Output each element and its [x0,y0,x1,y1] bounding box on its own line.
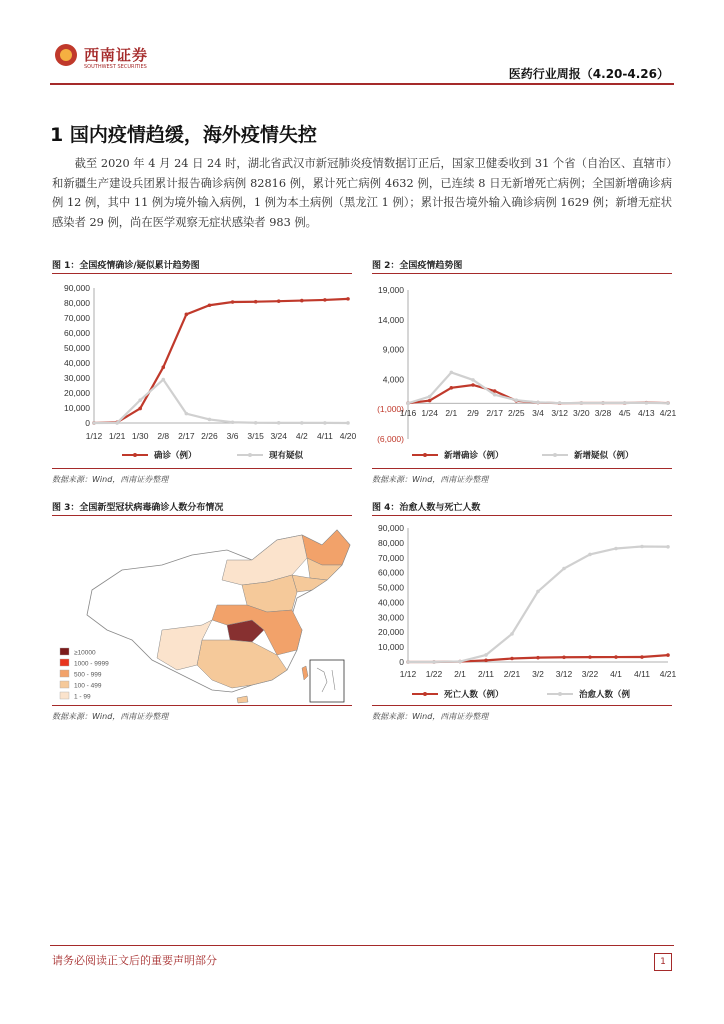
data-point [484,659,488,663]
data-point [323,298,327,302]
legend-marker [133,453,137,457]
x-tick-label: 2/1 [445,408,458,418]
legend-swatch [60,648,69,655]
data-point [300,299,304,303]
legend-label: 确诊（例） [154,450,197,460]
data-point [515,398,519,402]
y-tick-label: (6,000) [377,434,404,444]
y-tick-label: 60,000 [378,567,404,578]
fig3-map [52,520,352,705]
y-tick-label: 19,000 [378,285,404,295]
fig3-title: 图 3：全国新型冠状病毒确诊人数分布情况 [52,503,224,513]
series-line-1 [408,546,668,662]
x-tick-label: 3/12 [555,669,573,679]
x-tick-label: 3/20 [573,408,590,418]
y-tick-label: 14,000 [378,314,404,325]
legend-marker [248,453,252,457]
legend-label: 现有疑似 [269,450,304,460]
data-point [323,421,327,425]
data-point [277,299,281,303]
footer-disclaimer: 请务必阅读正文后的重要声明部分 [52,954,217,967]
fig2-chart [372,278,677,468]
x-tick-label: 4/20 [339,431,357,441]
data-point [450,386,454,390]
y-tick-label: 80,000 [64,298,90,308]
data-point [484,653,488,657]
data-point [510,657,514,661]
x-tick-label: 1/12 [399,669,417,679]
y-tick-label: 0 [85,418,90,428]
x-tick-label: 4/11 [634,669,650,679]
data-point [536,401,540,405]
y-tick-label: 30,000 [64,373,90,383]
x-tick-label: 2/17 [486,408,503,418]
fig4-source: 数据来源：Wind，西南证券整理 [372,712,489,721]
hainan-island [237,696,248,703]
data-point [588,655,592,659]
data-point [536,656,540,660]
taiwan-island [302,666,308,680]
footer-divider [50,945,674,946]
y-tick-label: 40,000 [378,597,404,608]
legend-label: 500 - 999 [74,671,102,679]
x-tick-label: 4/13 [638,408,655,418]
data-point [640,545,644,549]
y-tick-label: (1,000) [377,404,404,415]
x-tick-label: 2/8 [157,431,170,441]
logo-text: 西南证券 [84,46,149,64]
x-tick-label: 2/21 [503,669,521,679]
fig2-source: 数据来源：Wind，西南证券整理 [372,475,489,484]
y-tick-label: 40,000 [64,358,90,368]
data-point [254,300,258,304]
legend-label: 1 - 99 [74,693,91,701]
legend-swatch [60,681,69,688]
logo-english: SOUTHWEST SECURITIES [84,64,147,70]
data-point [614,655,618,659]
y-tick-label: 90,000 [64,283,90,293]
header-divider [50,83,674,85]
fig1-source: 数据来源：Wind，西南证券整理 [52,475,169,484]
data-point [231,300,235,304]
x-tick-label: 3/2 [532,669,544,679]
fig3-source: 数据来源：Wind，西南证券整理 [52,712,169,721]
legend-marker [553,453,557,457]
series-line-0 [408,385,668,403]
data-point [208,418,212,422]
data-point [666,545,670,549]
body-paragraph: 截至 2020 年 4 月 24 日 24 时，湖北省武汉市新冠肺炎疫情数据订正后，国家卫健委收到 31 个省（自治区、直辖市）和新疆生产建设兵团累计报告确诊病例 82816 例，累计死亡病例 4632 例，已连续 8 日无新增死亡病例；全国新增确诊病例 12 例，其中 11 例为境外输入病例，1 例为本土病例（黑龙江 1 例）；累计报告境外输入确诊病例 1629 例；新增无症状感染者 29 例，尚在医学观察无症状感染者 983 例。 [52,157,672,229]
x-tick-label: 3/12 [551,408,568,418]
x-tick-label: 4/5 [618,408,631,418]
fig4-chart [372,520,677,705]
data-point [493,389,497,393]
data-point [208,303,212,307]
data-point [92,421,96,425]
data-point [428,395,432,399]
y-tick-label: 10,000 [378,642,404,653]
legend-label: ≥10000 [74,649,96,657]
legend-swatch [60,659,69,666]
legend-swatch [60,692,69,699]
legend-label: 治愈人数（例 [579,689,631,699]
y-tick-label: 4,000 [382,374,404,385]
data-point [580,401,584,405]
x-tick-label: 4/11 [316,431,333,441]
data-point [185,313,189,317]
x-tick-label: 3/4 [532,408,544,418]
data-point [493,393,497,397]
y-tick-label: 30,000 [378,612,404,623]
data-point [588,553,592,557]
fig2-title: 图 2：全国疫情趋势图 [372,261,463,271]
legend-label: 100 - 499 [74,682,102,690]
data-point [231,420,235,424]
data-point [277,421,281,425]
y-tick-label: 60,000 [64,328,90,338]
data-point [185,412,189,416]
data-point [562,655,566,659]
data-point [458,660,462,664]
data-point [254,421,258,425]
page-number: 1 [654,953,672,971]
x-tick-label: 3/28 [594,408,612,418]
x-tick-label: 4/2 [295,431,308,441]
data-point [623,401,627,405]
x-tick-label: 1/22 [425,669,443,679]
data-point [138,407,142,411]
x-tick-label: 3/22 [581,669,599,679]
x-tick-label: 2/17 [178,431,195,441]
company-logo [55,44,77,66]
x-tick-label: 2/25 [508,408,525,418]
data-point [432,660,436,664]
y-tick-label: 70,000 [378,552,404,563]
x-tick-label: 1/16 [399,408,417,418]
series-line-1 [94,380,348,423]
data-point [562,567,566,571]
data-point [428,399,432,403]
data-point [666,653,670,657]
data-point [406,401,410,405]
y-tick-label: 50,000 [378,582,404,593]
data-point [450,371,454,375]
y-tick-label: 90,000 [378,523,404,533]
y-tick-label: 20,000 [378,627,404,638]
data-point [645,401,649,405]
fig1-title: 图 1：全国疫情确诊/疑似累计趋势图 [52,261,200,271]
data-point [601,401,605,405]
y-tick-label: 80,000 [378,537,404,548]
series-line-0 [94,299,348,423]
legend-swatch [60,670,69,677]
x-tick-label: 1/21 [108,431,126,441]
data-point [346,297,350,301]
data-point [161,365,165,369]
y-tick-label: 50,000 [64,343,90,353]
x-tick-label: 2/1 [454,669,466,679]
x-tick-label: 1/12 [85,431,103,441]
y-tick-label: 0 [399,657,404,667]
x-tick-label: 1/24 [421,408,438,418]
x-tick-label: 4/21 [659,669,677,679]
x-tick-label: 4/1 [610,669,622,679]
legend-label: 新增疑似（例） [574,450,634,460]
y-tick-label: 10,000 [64,403,90,413]
data-point [536,590,540,594]
legend-label: 死亡人数（例） [444,689,504,699]
fig4-title: 图 4：治愈人数与死亡人数 [372,503,481,513]
legend-label: 新增确诊（例） [444,450,504,460]
data-point [471,383,475,387]
data-point [510,632,514,636]
series-line-1 [408,372,668,403]
x-tick-label: 3/6 [226,431,239,441]
x-tick-label: 2/11 [478,669,494,679]
legend-marker [558,692,562,696]
report-name: 医药行业周报（4.20-4.26） [508,67,669,81]
y-tick-label: 9,000 [382,344,404,355]
data-point [558,401,562,405]
data-point [300,421,304,425]
data-point [666,401,670,405]
legend-label: 1000 - 9999 [74,660,109,668]
data-point [471,378,475,382]
data-point [406,660,410,664]
x-tick-label: 2/9 [467,408,479,418]
x-tick-label: 1/30 [131,431,149,441]
fig1-chart [52,278,357,468]
data-point [614,547,618,551]
x-tick-label: 2/26 [201,431,218,441]
legend-marker [423,692,427,696]
x-tick-label: 3/24 [270,431,288,441]
y-tick-label: 70,000 [64,313,90,323]
data-point [346,421,350,425]
legend-marker [423,453,427,457]
data-point [115,421,119,425]
y-tick-label: 20,000 [64,388,90,398]
x-tick-label: 4/21 [659,408,677,418]
data-point [138,398,142,402]
data-point [640,655,644,659]
section-title: 1 国内疫情趋缓，海外疫情失控 [50,124,317,146]
data-point [161,378,165,382]
x-tick-label: 3/15 [247,431,264,441]
